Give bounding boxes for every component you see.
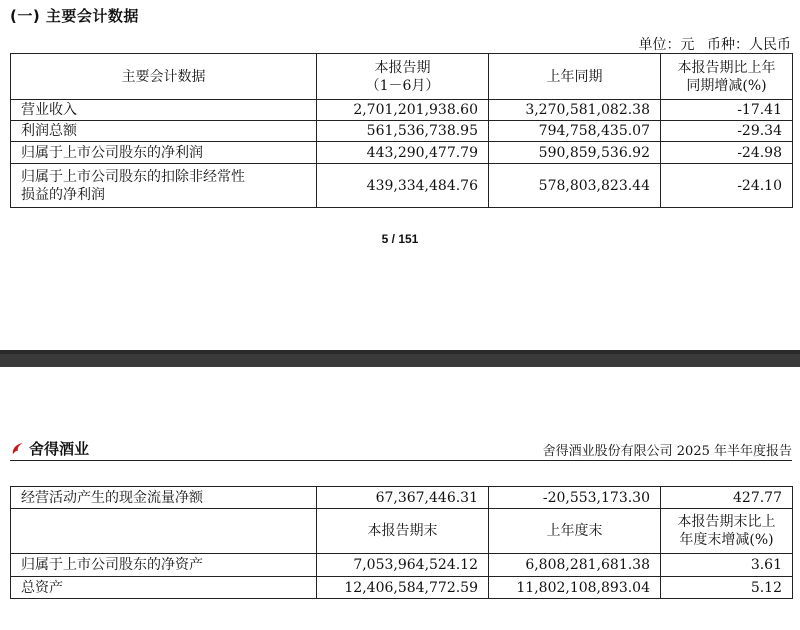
page-number: 5 / 151 bbox=[381, 232, 419, 246]
cell-change: -29.34 bbox=[661, 121, 793, 142]
header-item: 主要会计数据 bbox=[11, 54, 317, 100]
row-label-line: 归属于上市公司股东的扣除非经常性 bbox=[21, 168, 245, 185]
row-label: 经营活动产生的现金流量净额 bbox=[11, 487, 317, 509]
page-break-gap bbox=[0, 350, 800, 367]
table-row bbox=[11, 100, 793, 121]
header-current-period bbox=[317, 54, 489, 100]
unit-label: 单位：元 bbox=[638, 37, 695, 53]
cell-current: 561,536,738.95 bbox=[317, 121, 489, 142]
header-empty bbox=[11, 509, 317, 554]
cell-prior: 6,808,281,681.38 bbox=[489, 554, 661, 577]
cell-current: 2,701,201,938.60 bbox=[317, 100, 489, 121]
cell-change: -17.41 bbox=[661, 100, 793, 121]
cell-current: 12,406,584,772.59 bbox=[317, 577, 489, 599]
cell-change: -24.10 bbox=[661, 164, 793, 208]
table-row bbox=[11, 554, 793, 577]
cell-current: 67,367,446.31 bbox=[317, 487, 489, 509]
table-header-row bbox=[11, 509, 793, 554]
company-logo bbox=[10, 438, 89, 459]
report-title: 舍得酒业股份有限公司 2025 年半年度报告 bbox=[542, 444, 792, 459]
table-row bbox=[11, 164, 793, 208]
accounting-data-table bbox=[10, 53, 793, 208]
header-change bbox=[661, 54, 793, 100]
header-prior-period: 上年同期 bbox=[489, 54, 661, 100]
header-period-end: 本报告期末 bbox=[317, 509, 489, 554]
header-text: （1－6月） bbox=[365, 77, 440, 94]
cell-change: 5.12 bbox=[661, 577, 793, 599]
row-label bbox=[11, 164, 317, 208]
header-text: 年度末增减(%) bbox=[679, 532, 774, 548]
row-label: 归属于上市公司股东的净资产 bbox=[11, 554, 317, 577]
section-title: (一) 主要会计数据 bbox=[10, 7, 139, 25]
header-prior-year-end: 上年度末 bbox=[489, 509, 661, 554]
cell-prior: 11,802,108,893.04 bbox=[489, 577, 661, 599]
cell-change: -24.98 bbox=[661, 142, 793, 164]
cell-current: 439,334,484.76 bbox=[317, 164, 489, 208]
cell-current: 443,290,477.79 bbox=[317, 142, 489, 164]
header-change bbox=[661, 509, 793, 554]
row-label: 利润总额 bbox=[11, 121, 317, 142]
table-header-row bbox=[11, 54, 793, 100]
accounting-data-table-continued bbox=[10, 486, 793, 599]
cell-prior: 794,758,435.07 bbox=[489, 121, 661, 142]
unit-line bbox=[631, 34, 791, 54]
cell-prior: 3,270,581,082.38 bbox=[489, 100, 661, 121]
row-label: 归属于上市公司股东的净利润 bbox=[11, 142, 317, 164]
cell-current: 7,053,964,524.12 bbox=[317, 554, 489, 577]
row-label-line: 损益的净利润 bbox=[21, 186, 105, 203]
header-text: 本报告期末比上 bbox=[677, 514, 776, 530]
table-row bbox=[11, 577, 793, 599]
currency-label: 币种：人民币 bbox=[707, 37, 791, 53]
logo-text: 舍得酒业 bbox=[29, 440, 90, 458]
cell-prior: 590,859,536.92 bbox=[489, 142, 661, 164]
header-text: 本报告期比上年 bbox=[677, 59, 776, 76]
report-header bbox=[10, 438, 792, 461]
table-row bbox=[11, 487, 793, 509]
cell-prior: -20,553,173.30 bbox=[489, 487, 661, 509]
logo-swirl-icon bbox=[10, 441, 26, 457]
cell-prior: 578,803,823.44 bbox=[489, 164, 661, 208]
table-row bbox=[11, 121, 793, 142]
cell-change: 427.77 bbox=[661, 487, 793, 509]
cell-change: 3.61 bbox=[661, 554, 793, 577]
row-label: 总资产 bbox=[11, 577, 317, 599]
table-row bbox=[11, 142, 793, 164]
header-text: 本报告期 bbox=[374, 59, 431, 76]
header-text: 同期增减(%) bbox=[686, 77, 767, 94]
row-label: 营业收入 bbox=[11, 100, 317, 121]
